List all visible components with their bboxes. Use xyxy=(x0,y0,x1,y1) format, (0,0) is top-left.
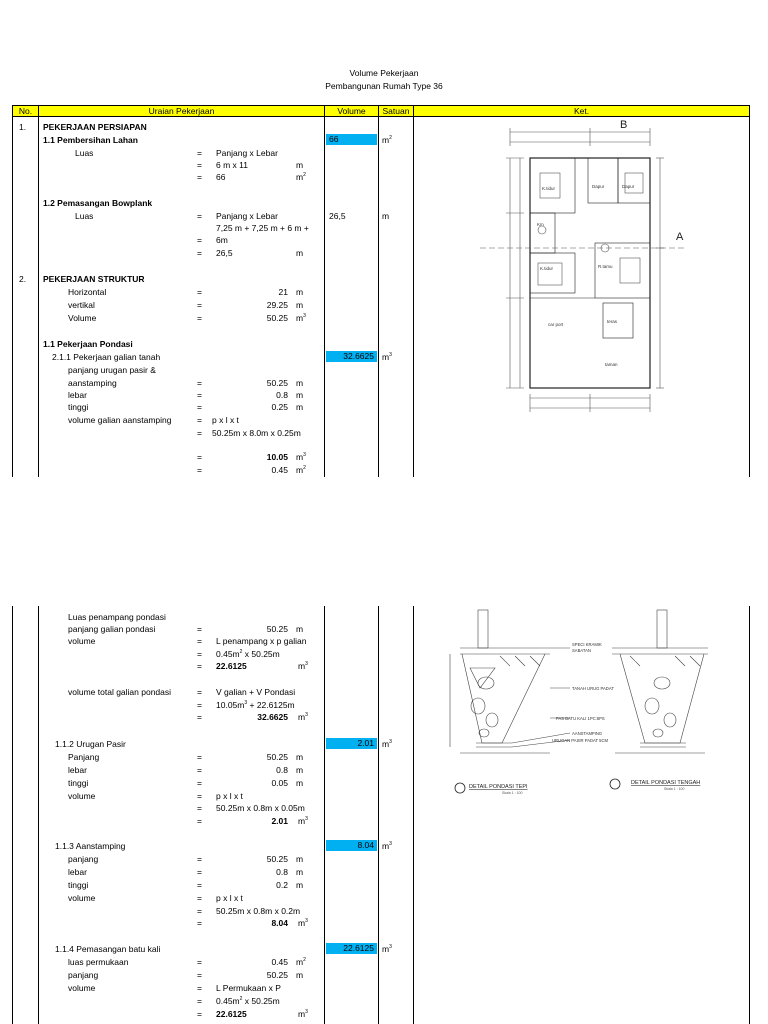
label: lebar xyxy=(68,765,87,775)
equals: = xyxy=(197,687,202,697)
label: volume xyxy=(68,893,96,903)
unit: m xyxy=(296,300,304,310)
formula: L penampang x p galian xyxy=(216,636,307,646)
unit: $m^3$ xyxy=(382,944,392,954)
label: Volume xyxy=(68,313,97,323)
equals: = xyxy=(197,452,202,462)
equals: = xyxy=(197,957,202,967)
unit: m xyxy=(296,287,304,297)
header-no: No. xyxy=(12,105,39,117)
detail-label: SPECI KRAMIK xyxy=(572,642,602,647)
volume-value: 26,5 xyxy=(329,211,346,221)
unit: m xyxy=(296,378,304,388)
value: 0.2 xyxy=(276,880,288,890)
equals: = xyxy=(197,996,202,1006)
result: 32.6625 xyxy=(257,712,288,722)
label: luas permukaan xyxy=(68,957,129,967)
detail-scale: Skala 1 : 100 xyxy=(502,791,523,795)
formula: 50.25m x 8.0m x 0.25m xyxy=(212,428,301,438)
room-label: K.tidur xyxy=(542,186,556,191)
detail-marker-icon xyxy=(455,783,465,793)
unit: $m^2$ xyxy=(296,957,306,967)
value: 0.05 xyxy=(271,778,288,788)
label: panjang urugan pasir & xyxy=(68,365,156,375)
unit: m xyxy=(296,880,304,890)
room-label: K.tidur xyxy=(540,266,554,271)
value: 50.25 xyxy=(266,313,288,323)
equals: = xyxy=(197,148,202,158)
label: aanstamping xyxy=(68,378,117,388)
detail-label: TANAH URUG PADAT xyxy=(572,686,614,691)
table-border xyxy=(413,117,414,477)
volume-cell-highlight: 8.04 xyxy=(326,840,377,851)
formula: 7,25 m + 7,25 m + 6 m + xyxy=(216,223,309,233)
equals: = xyxy=(197,765,202,775)
label: panjang galian pondasi xyxy=(68,624,156,634)
foundation-detail-drawing xyxy=(440,608,708,800)
formula: Panjang x Lebar xyxy=(216,148,278,158)
equals: = xyxy=(197,313,202,323)
unit: m xyxy=(296,765,304,775)
table-border xyxy=(324,117,325,477)
equals: = xyxy=(197,803,202,813)
doc-subtitle: Pembangunan Rumah Type 36 xyxy=(325,81,443,91)
section-title: PEKERJAAN STRUKTUR xyxy=(43,274,145,284)
section-marker-b: B xyxy=(620,119,628,131)
equals: = xyxy=(197,378,202,388)
room-label: Dapur xyxy=(592,184,605,189)
unit: m xyxy=(296,752,304,762)
equals: = xyxy=(197,415,202,425)
equals: = xyxy=(197,390,202,400)
unit: $m^3$ xyxy=(298,1009,308,1019)
detail-label: AANSTAMPING xyxy=(572,731,603,736)
formula: 6m xyxy=(216,235,228,245)
formula: $0.45m^2$ x 50.25m xyxy=(216,649,280,659)
table-border xyxy=(38,606,39,1024)
section-marker-a: A xyxy=(676,231,684,243)
item-title: 1.1.3 Aanstamping xyxy=(55,841,126,851)
result: 22.6125 xyxy=(216,661,247,671)
value: 0.8 xyxy=(276,867,288,877)
result: 2.01 xyxy=(271,816,288,826)
table-border xyxy=(12,606,13,1024)
label: tinggi xyxy=(68,402,89,412)
value: 29.25 xyxy=(266,300,288,310)
table-border xyxy=(324,606,325,1024)
unit: m xyxy=(296,160,304,170)
row-no: 1. xyxy=(19,122,27,132)
formula: 50.25m x 0.8m x 0.2m xyxy=(216,906,301,916)
formula: p x l x t xyxy=(212,415,239,425)
label: tinggi xyxy=(68,880,89,890)
formula: p x l x t xyxy=(216,893,243,903)
label: lebar xyxy=(68,867,87,877)
detail-title-right: DETAIL PONDASI TENGAH xyxy=(631,780,701,786)
table-border xyxy=(38,117,39,477)
equals: = xyxy=(197,428,202,438)
item-title: 1.2 Pemasangan Bowplank xyxy=(43,198,153,208)
unit: $m^3$ xyxy=(382,739,392,749)
equals: = xyxy=(197,300,202,310)
detail-title-left: DETAIL PONDASI TEPI xyxy=(469,784,528,790)
unit: m xyxy=(296,867,304,877)
item-title: 2.1.1 Pekerjaan galian tanah xyxy=(52,352,161,362)
equals: = xyxy=(197,906,202,916)
label: volume total galian pondasi xyxy=(68,687,172,697)
equals: = xyxy=(197,235,202,245)
result: 10.05 xyxy=(266,452,288,462)
table-border xyxy=(749,606,750,1024)
label: vertikal xyxy=(68,300,95,310)
table-border xyxy=(413,606,414,1024)
unit: $m^3$ xyxy=(298,712,308,722)
volume-cell-highlight: 22.6125 xyxy=(326,943,377,954)
equals: = xyxy=(197,970,202,980)
label: panjang xyxy=(68,854,99,864)
unit: m xyxy=(296,624,304,634)
equals: = xyxy=(197,402,202,412)
equals: = xyxy=(197,983,202,993)
formula: 26,5 xyxy=(216,248,233,258)
value: 50.25 xyxy=(266,752,288,762)
equals: = xyxy=(197,636,202,646)
volume-cell-highlight: 66 xyxy=(326,134,377,145)
item-title: 1.1.4 Pemasangan batu kali xyxy=(55,944,161,954)
table-border xyxy=(378,606,379,1024)
unit: $m^3$ xyxy=(298,918,308,928)
room-label: R.tamu xyxy=(598,264,613,269)
formula: 50.25m x 0.8m x 0.05m xyxy=(216,803,305,813)
unit: m xyxy=(296,970,304,980)
label: volume xyxy=(68,791,96,801)
item-title: 1.1 Pembersihan Lahan xyxy=(43,135,138,145)
label: lebar xyxy=(68,390,87,400)
value: 0.25 xyxy=(271,402,288,412)
equals: = xyxy=(197,287,202,297)
unit: $m^2$ xyxy=(296,172,306,182)
header-satuan: Satuan xyxy=(378,105,414,117)
equals: = xyxy=(197,867,202,877)
doc-title: Volume Pekerjaan xyxy=(349,68,419,78)
label: Luas penampang pondasi xyxy=(68,612,166,622)
unit: $m^2$ xyxy=(382,135,392,145)
volume-cell-highlight: 32.6625 xyxy=(326,351,377,362)
formula: V galian + V Pondasi xyxy=(216,687,296,697)
value: 0.45 xyxy=(271,957,288,967)
volume-cell-highlight: 2.01 xyxy=(326,738,377,749)
unit: $m^3$ xyxy=(382,841,392,851)
equals: = xyxy=(197,893,202,903)
equals: = xyxy=(197,778,202,788)
label: volume galian aanstamping xyxy=(68,415,172,425)
unit: m xyxy=(296,248,304,258)
table-border xyxy=(378,117,379,477)
equals: = xyxy=(197,880,202,890)
label: panjang xyxy=(68,970,99,980)
equals: = xyxy=(197,1009,202,1019)
equals: = xyxy=(197,160,202,170)
detail-marker-icon xyxy=(610,779,620,789)
item-title: 1.1.2 Urugan Pasir xyxy=(55,739,126,749)
room-label: Dapur xyxy=(622,184,635,189)
unit: $m^3$ xyxy=(298,816,308,826)
detail-label: URUGAN PASIR PADAT 5CM xyxy=(552,738,608,743)
header-volume: Volume xyxy=(324,105,379,117)
detail-label: PAS BATU KALI 1PC:6PS xyxy=(556,716,605,721)
row-no: 2. xyxy=(19,274,27,284)
unit: $m^3$ xyxy=(296,313,306,323)
table-border xyxy=(749,117,750,477)
value: 0.8 xyxy=(276,390,288,400)
equals: = xyxy=(197,700,202,710)
label: volume xyxy=(68,983,96,993)
unit: m xyxy=(296,854,304,864)
equals: = xyxy=(197,816,202,826)
value: 50.25 xyxy=(266,970,288,980)
formula: p x l x t xyxy=(216,791,243,801)
value: 21 xyxy=(278,287,288,297)
label: tinggi xyxy=(68,778,89,788)
value: 0.8 xyxy=(276,765,288,775)
equals: = xyxy=(197,624,202,634)
floor-plan-drawing xyxy=(480,118,695,416)
unit: m xyxy=(382,211,390,221)
value: 50.25 xyxy=(266,854,288,864)
unit: $m^2$ xyxy=(296,465,306,475)
table-border xyxy=(12,117,13,477)
equals: = xyxy=(197,918,202,928)
label: volume xyxy=(68,636,96,646)
equals: = xyxy=(197,172,202,182)
equals: = xyxy=(197,854,202,864)
unit: m xyxy=(296,402,304,412)
unit: $m^3$ xyxy=(382,352,392,362)
equals: = xyxy=(197,791,202,801)
label: Luas xyxy=(75,211,94,221)
detail-scale: Skala 1 : 100 xyxy=(664,787,685,791)
equals: = xyxy=(197,712,202,722)
equals: = xyxy=(197,465,202,475)
unit: m xyxy=(296,390,304,400)
unit: $m^3$ xyxy=(298,661,308,671)
unit: $m^3$ xyxy=(296,452,306,462)
formula: 6 m x 11 xyxy=(216,160,248,170)
equals: = xyxy=(197,211,202,221)
equals: = xyxy=(197,752,202,762)
result: 8.04 xyxy=(271,918,288,928)
room-label: car port xyxy=(548,322,564,327)
section-title: PEKERJAAN PERSIAPAN xyxy=(43,122,147,132)
formula: Panjang x Lebar xyxy=(216,211,278,221)
formula: $0.45m^2$ x 50.25m xyxy=(216,996,280,1006)
header-ket: Ket. xyxy=(413,105,750,117)
equals: = xyxy=(197,661,202,671)
value: 50.25 xyxy=(266,378,288,388)
room-label: teras xyxy=(607,319,618,324)
sub-title: 1.1 Pekerjaan Pondasi xyxy=(43,339,133,349)
room-label: taman xyxy=(605,362,618,367)
formula: $10.05m^3 + 22.6125m$ xyxy=(216,700,295,710)
header-uraian: Uraian Pekerjaan xyxy=(38,105,325,117)
detail-label: SABATAN xyxy=(572,648,591,653)
formula: 66 xyxy=(216,172,226,182)
equals: = xyxy=(197,248,202,258)
label: Horizontal xyxy=(68,287,107,297)
equals: = xyxy=(197,649,202,659)
room-label: Km xyxy=(537,222,544,227)
unit: m xyxy=(296,778,304,788)
result: 22.6125 xyxy=(216,1009,247,1019)
formula: L Permukaan x P xyxy=(216,983,281,993)
label: Luas xyxy=(75,148,94,158)
label: Panjang xyxy=(68,752,100,762)
value: 50.25 xyxy=(266,624,288,634)
value: 0.45 xyxy=(271,465,288,475)
